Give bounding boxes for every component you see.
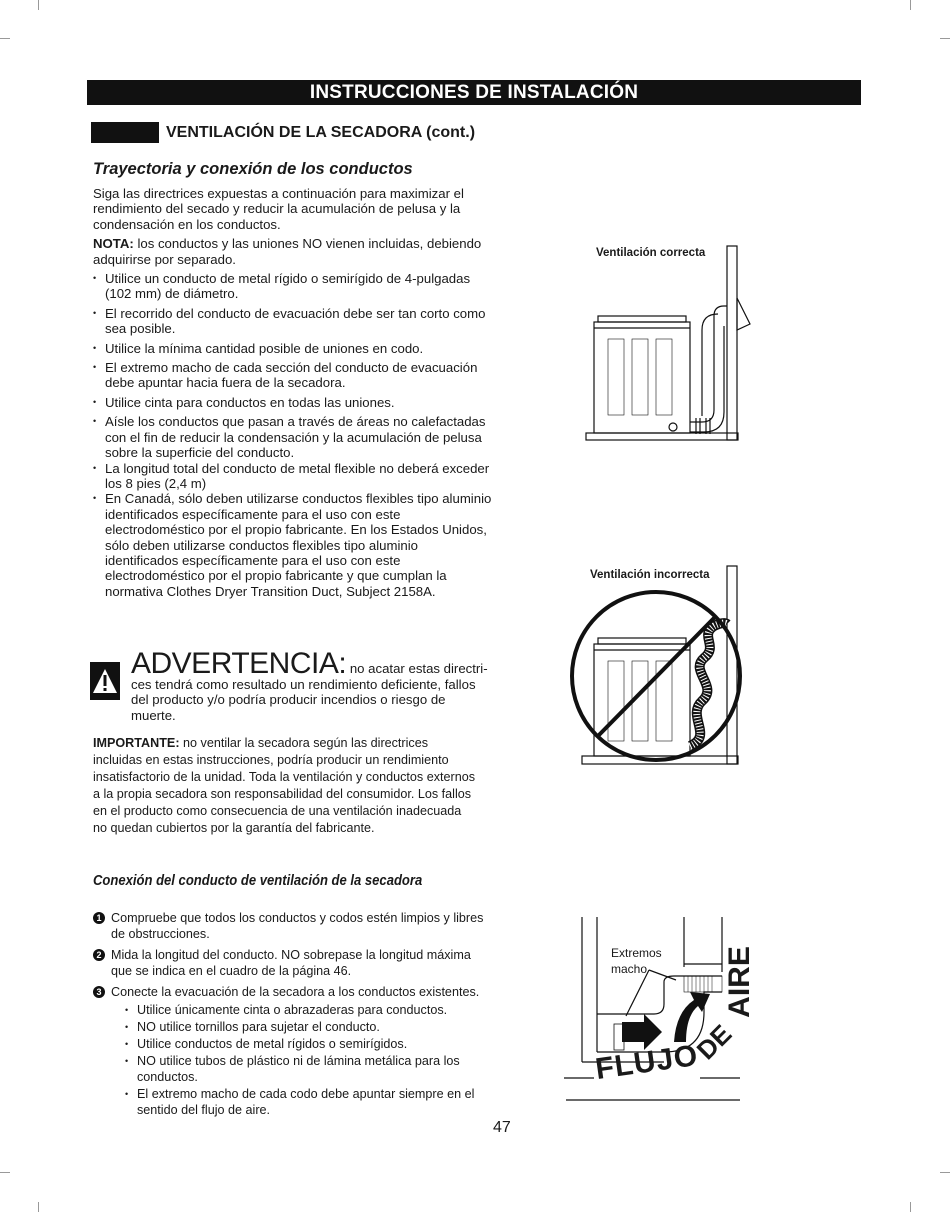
crop-mark bbox=[38, 0, 39, 10]
crop-mark bbox=[0, 1172, 10, 1173]
list-item: • Utilice cinta para conductos en todas las uniones. bbox=[93, 395, 493, 410]
flujo-label: FLUJO bbox=[593, 1038, 701, 1086]
left-column bbox=[93, 186, 493, 603]
page-number: 47 bbox=[493, 1119, 511, 1136]
de-label: DE bbox=[690, 1018, 738, 1066]
step-number: 3 bbox=[93, 986, 105, 998]
list-item: • NO utilice tubos de plástico ni de lámina metálica para los conductos. bbox=[125, 1053, 493, 1085]
crop-mark bbox=[940, 1172, 950, 1173]
warning-icon bbox=[90, 662, 120, 700]
crop-mark bbox=[38, 1202, 39, 1212]
extremos-label: Extremos bbox=[611, 946, 662, 960]
section-bar bbox=[91, 122, 159, 143]
list-item: • Utilice la mínima cantidad posible de uniones en codo. bbox=[93, 341, 493, 356]
correct-vent-illustration bbox=[584, 246, 754, 446]
list-item: • La longitud total del conducto de metal flexible no deberá exceder los 8 pies (2,4 m) bbox=[93, 461, 493, 492]
nota-label: NOTA: bbox=[93, 236, 134, 252]
intro-paragraph: Siga las directrices expuestas a continuación para maximizar el rendimiento del secado y reducir la acumulación de pelusa y la condensación en los conductos. bbox=[93, 186, 464, 232]
list-item: • Aísle los conductos que pasan a través de áreas no calefactadas con el fin de reducir la condensación y la acumulación de pelusa sobre la superficie del conducto. bbox=[93, 414, 493, 460]
vent-bullet-list bbox=[93, 271, 493, 599]
step-number: 2 bbox=[93, 949, 105, 961]
warning-lead: no acatar estas directri- bbox=[346, 661, 488, 676]
section-subtitle: Trayectoria y conexión de los conductos bbox=[93, 160, 413, 178]
step-number: 1 bbox=[93, 912, 105, 924]
step-3-sublist bbox=[125, 1002, 493, 1118]
crop-mark bbox=[910, 1202, 911, 1212]
list-item: • El extremo macho de cada codo debe apuntar siempre en el sentido del flujo de aire. bbox=[125, 1086, 493, 1118]
section-title: VENTILACIÓN DE LA SECADORA (cont.) bbox=[166, 124, 476, 141]
importante-label: IMPORTANTE: bbox=[93, 736, 180, 750]
crop-mark bbox=[0, 38, 10, 39]
aire-label: AIRE bbox=[722, 946, 756, 1018]
list-item: • El extremo macho de cada sección del conducto de evacuación debe apuntar hacia fuera de la secadora. bbox=[93, 360, 493, 391]
importante-paragraph bbox=[93, 735, 478, 837]
list-item: • El recorrido del conducto de evacuación debe ser tan corto como sea posible. bbox=[93, 306, 493, 337]
warning-title: ADVERTENCIA: bbox=[131, 647, 347, 680]
step-1 bbox=[93, 910, 493, 942]
list-item: • Utilice únicamente cinta o abrazaderas para conductos. bbox=[125, 1002, 493, 1018]
step-text: Mida la longitud del conducto. NO sobrepase la longitud máxima que se indica en el cuadro de la página 46. bbox=[111, 948, 471, 978]
step-text: Conecte la evacuación de la secadora a los conductos existentes. bbox=[111, 985, 480, 999]
macho-label: macho bbox=[611, 962, 648, 976]
list-item: • En Canadá, sólo deben utilizarse conductos flexibles tipo aluminio identificados específicamente para el uso con este electrodoméstico por el propio fabricante. En los Estados Unidos, sólo deben utilizarse conductos flexibles tipo aluminio identificados específicamente para el uso con este electrodoméstico por el propio fabricante y que cumplan la normativa Clothes Dryer Transition Duct, Subject 2158A. bbox=[93, 491, 493, 599]
importante-text: no ventilar la secadora según las directrices incluidas en estas instrucciones, podría producir un rendimiento insatisfactorio de la unidad. Toda la ventilación y conductos externos a la propia secadora son responsabilidad del consumidor. Los fallos en el producto como consecuencia de una ventilación inadecuada no quedan cubiertos por la garantía del fabricante. bbox=[93, 736, 476, 835]
nota-text: los conductos y las uniones NO vienen incluidas, debiendo adquirirse por separado. bbox=[93, 236, 482, 267]
crop-mark bbox=[940, 38, 950, 39]
warning-body: ces tendrá como resultado un rendimiento deficiente, fallos del producto y/o podría producir incendios o riesgo de muerte. bbox=[131, 677, 476, 723]
step-3 bbox=[93, 984, 493, 1118]
list-item: • Utilice conductos de metal rígidos o semirígidos. bbox=[125, 1036, 493, 1052]
connection-steps bbox=[93, 910, 493, 1123]
correct-vent-label: Ventilación correcta bbox=[596, 247, 706, 259]
conexion-title: Conexión del conducto de ventilación de la secadora bbox=[93, 873, 423, 889]
list-item: • NO utilice tornillos para sujetar el conducto. bbox=[125, 1019, 493, 1035]
step-text: Compruebe que todos los conductos y codos estén limpios y libres de obstrucciones. bbox=[111, 911, 484, 941]
crop-mark bbox=[910, 0, 911, 10]
incorrect-vent-illustration bbox=[564, 566, 754, 776]
step-2 bbox=[93, 947, 493, 979]
page-banner: INSTRUCCIONES DE INSTALACIÓN bbox=[87, 80, 861, 105]
incorrect-vent-label: Ventilación incorrecta bbox=[590, 569, 710, 581]
nota-paragraph bbox=[93, 236, 493, 267]
list-item: • Utilice un conducto de metal rígido o semirígido de 4-pulgadas (102 mm) de diámetro. bbox=[93, 271, 493, 302]
